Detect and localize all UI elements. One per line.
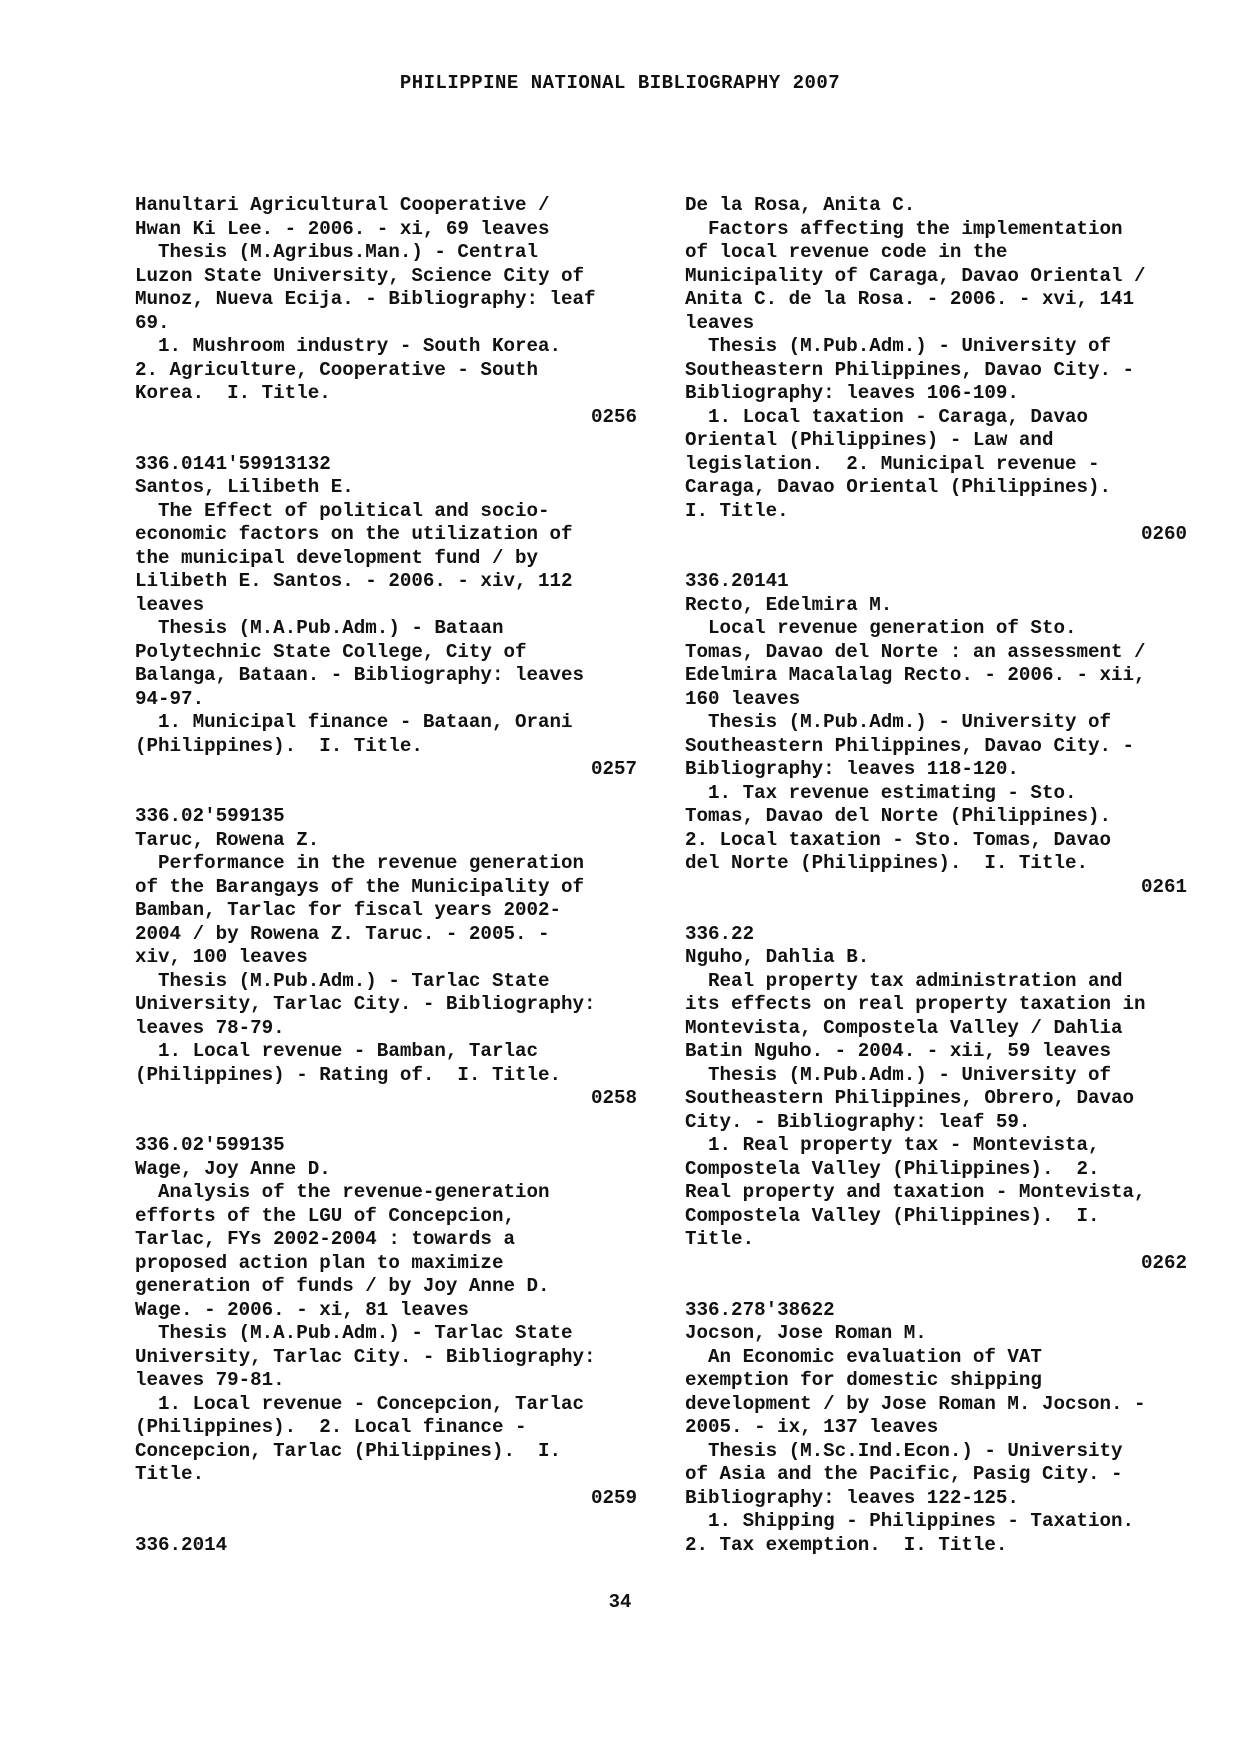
text-line: Real property and taxation - Montevista, [685, 1181, 1146, 1203]
page-header: PHILIPPINE NATIONAL BIBLIOGRAPHY 2007 [399, 72, 841, 94]
text-line: Compostela Valley (Philippines). I. [685, 1204, 1100, 1227]
text-line: I. Title. [685, 499, 789, 522]
text-line: 336.278'38622 [685, 1298, 835, 1321]
text-line: Caraga, Davao Oriental (Philippines). [685, 476, 1112, 498]
text-line: The Effect of political and socio- [135, 499, 550, 522]
text-line [135, 429, 637, 453]
text-line [135, 1510, 637, 1534]
text-line: Thesis (M.Pub.Adm.) - University of [685, 711, 1112, 733]
text-line: Title. [685, 1228, 755, 1250]
text-line: Thesis (M.Pub.Adm.) - Tarlac State [135, 969, 550, 992]
text-line: Luzon State University, Science City of [135, 264, 585, 287]
text-line: of Asia and the Pacific, Pasig City. - [685, 1463, 1123, 1485]
entry-number: 0256 [590, 405, 637, 428]
text-line: 336.2014 [135, 1533, 228, 1556]
right-column [685, 194, 1187, 1557]
text-line: of local revenue code in the [685, 241, 1008, 263]
text-line: Bibliography: leaves 118-120. [685, 758, 1019, 780]
text-line: its effects on real property taxation in [685, 993, 1146, 1015]
text-line: 1. Shipping - Philippines - Taxation. [685, 1510, 1135, 1532]
entry-number: 0257 [590, 758, 637, 780]
text-line: 1. Real property tax - Montevista, [685, 1134, 1100, 1156]
entry-number: 0261 [1140, 875, 1187, 898]
text-line: Factors affecting the implementation [685, 217, 1123, 240]
text-line: Nguho, Dahlia B. [685, 946, 870, 968]
text-line [135, 1111, 637, 1135]
entry-number: 0262 [1140, 1251, 1187, 1274]
text-line: Balanga, Bataan. - Bibliography: leaves [135, 664, 585, 686]
text-line: (Philippines). 2. Local finance - [135, 1416, 527, 1438]
text-line: leaves [685, 311, 755, 334]
text-line: 2. Local taxation - Sto. Tomas, Davao [685, 828, 1112, 851]
text-line: Southeastern Philippines, Davao City. - [685, 734, 1135, 757]
text-line: Bibliography: leaves 122-125. [685, 1486, 1019, 1509]
text-line: Analysis of the revenue-generation [135, 1181, 550, 1203]
entry-number: 0259 [590, 1486, 637, 1509]
text-line: Wage. - 2006. - xi, 81 leaves [135, 1298, 469, 1321]
text-line: generation of funds / by Joy Anne D. [135, 1275, 550, 1297]
text-line: Compostela Valley (Philippines). 2. [685, 1157, 1100, 1180]
text-line: Polytechnic State College, City of [135, 640, 527, 663]
text-line: Bibliography: leaves 106-109. [685, 382, 1019, 404]
text-line: Southeastern Philippines, Davao City. - [685, 358, 1135, 381]
text-line: Recto, Edelmira M. [685, 593, 893, 616]
text-line: Real property tax administration and [685, 969, 1123, 992]
text-line: Munoz, Nueva Ecija. - Bibliography: leaf [135, 288, 596, 310]
entry-number: 0258 [590, 1087, 637, 1109]
text-line: 1. Tax revenue estimating - Sto. [685, 781, 1077, 804]
text-line: Thesis (M.Pub.Adm.) - University of [685, 1063, 1112, 1086]
text-line: City. - Bibliography: leaf 59. [685, 1110, 1031, 1133]
text-line: Title. [135, 1463, 205, 1485]
entry-number: 0260 [1140, 523, 1187, 545]
text-line: 336.22 [685, 922, 755, 945]
text-line: 69. [135, 311, 170, 334]
text-line: Hanultari Agricultural Cooperative / [135, 194, 550, 216]
text-line: Tomas, Davao del Norte : an assessment / [685, 640, 1146, 663]
text-line: Thesis (M.A.Pub.Adm.) - Bataan [135, 617, 504, 639]
text-line: (Philippines). I. Title. [135, 734, 423, 757]
text-line: del Norte (Philippines). I. Title. [685, 852, 1089, 874]
text-line: Jocson, Jose Roman M. [685, 1322, 927, 1344]
left-column [135, 194, 637, 1557]
text-line: leaves 78-79. [135, 1016, 285, 1039]
text-line: University, Tarlac City. - Bibliography: [135, 993, 596, 1015]
text-line: legislation. 2. Municipal revenue - [685, 452, 1100, 475]
text-line: exemption for domestic shipping [685, 1369, 1042, 1391]
text-line: An Economic evaluation of VAT [685, 1345, 1042, 1368]
text-line: 2004 / by Rowena Z. Taruc. - 2005. - [135, 922, 550, 945]
text-line: 160 leaves [685, 687, 801, 710]
text-line: Batin Nguho. - 2004. - xii, 59 leaves [685, 1040, 1112, 1062]
text-line: 1. Local revenue - Concepcion, Tarlac [135, 1392, 585, 1415]
text-line: Tarlac, FYs 2002-2004 : towards a [135, 1228, 515, 1250]
text-line: the municipal development fund / by [135, 546, 539, 569]
text-line: Bamban, Tarlac for fiscal years 2002- [135, 899, 562, 921]
text-line: development / by Jose Roman M. Jocson. - [685, 1392, 1146, 1415]
text-line: Thesis (M.A.Pub.Adm.) - Tarlac State [135, 1322, 573, 1344]
text-line [685, 1275, 1187, 1299]
text-line [135, 782, 637, 806]
text-line: University, Tarlac City. - Bibliography: [135, 1345, 596, 1368]
text-line: Performance in the revenue generation [135, 852, 585, 874]
text-line: 1. Mushroom industry - South Korea. [135, 335, 562, 357]
text-line: Local revenue generation of Sto. [685, 617, 1077, 639]
text-line: 2. Tax exemption. I. Title. [685, 1533, 1008, 1556]
text-line: Korea. I. Title. [135, 382, 331, 404]
text-line: 94-97. [135, 687, 205, 710]
text-line: leaves [135, 593, 205, 616]
text-line: 336.02'599135 [135, 1134, 285, 1156]
text-line [685, 547, 1187, 571]
text-line: Hwan Ki Lee. - 2006. - xi, 69 leaves [135, 217, 550, 240]
text-line: 1. Local revenue - Bamban, Tarlac [135, 1040, 539, 1062]
text-line: 1. Local taxation - Caraga, Davao [685, 405, 1089, 428]
page-number: 34 [608, 1591, 632, 1613]
text-line: (Philippines) - Rating of. I. Title. [135, 1063, 562, 1086]
text-line [685, 899, 1187, 923]
text-line: economic factors on the utilization of [135, 523, 573, 545]
text-line: 1. Municipal finance - Bataan, Orani [135, 711, 573, 733]
text-line: Lilibeth E. Santos. - 2006. - xiv, 112 [135, 570, 573, 592]
text-line: 336.02'599135 [135, 805, 285, 827]
text-line: Municipality of Caraga, Davao Oriental / [685, 264, 1146, 287]
text-line: Southeastern Philippines, Obrero, Davao [685, 1087, 1135, 1109]
text-line: Thesis (M.Pub.Adm.) - University of [685, 335, 1112, 357]
text-line: Anita C. de la Rosa. - 2006. - xvi, 141 [685, 288, 1135, 310]
text-line: leaves 79-81. [135, 1369, 285, 1391]
text-line: Wage, Joy Anne D. [135, 1157, 331, 1180]
text-line: 336.0141'59913132 [135, 452, 331, 475]
text-line: efforts of the LGU of Concepcion, [135, 1204, 515, 1227]
text-line: Edelmira Macalalag Recto. - 2006. - xii, [685, 664, 1146, 686]
text-line: Concepcion, Tarlac (Philippines). I. [135, 1439, 562, 1462]
text-line: xiv, 100 leaves [135, 946, 308, 968]
text-line: De la Rosa, Anita C. [685, 194, 916, 216]
text-line: Tomas, Davao del Norte (Philippines). [685, 805, 1112, 827]
text-line: Oriental (Philippines) - Law and [685, 429, 1054, 451]
text-line: Montevista, Compostela Valley / Dahlia [685, 1016, 1123, 1039]
text-line: 2. Agriculture, Cooperative - South [135, 358, 539, 381]
text-line: 336.20141 [685, 570, 789, 592]
text-line: of the Barangays of the Municipality of [135, 875, 585, 898]
text-line: proposed action plan to maximize [135, 1251, 504, 1274]
text-line: 2005. - ix, 137 leaves [685, 1416, 939, 1438]
text-line: Taruc, Rowena Z. [135, 828, 320, 851]
text-line: Santos, Lilibeth E. [135, 476, 354, 498]
text-line: Thesis (M.Sc.Ind.Econ.) - University [685, 1439, 1123, 1462]
text-line: Thesis (M.Agribus.Man.) - Central [135, 241, 539, 263]
